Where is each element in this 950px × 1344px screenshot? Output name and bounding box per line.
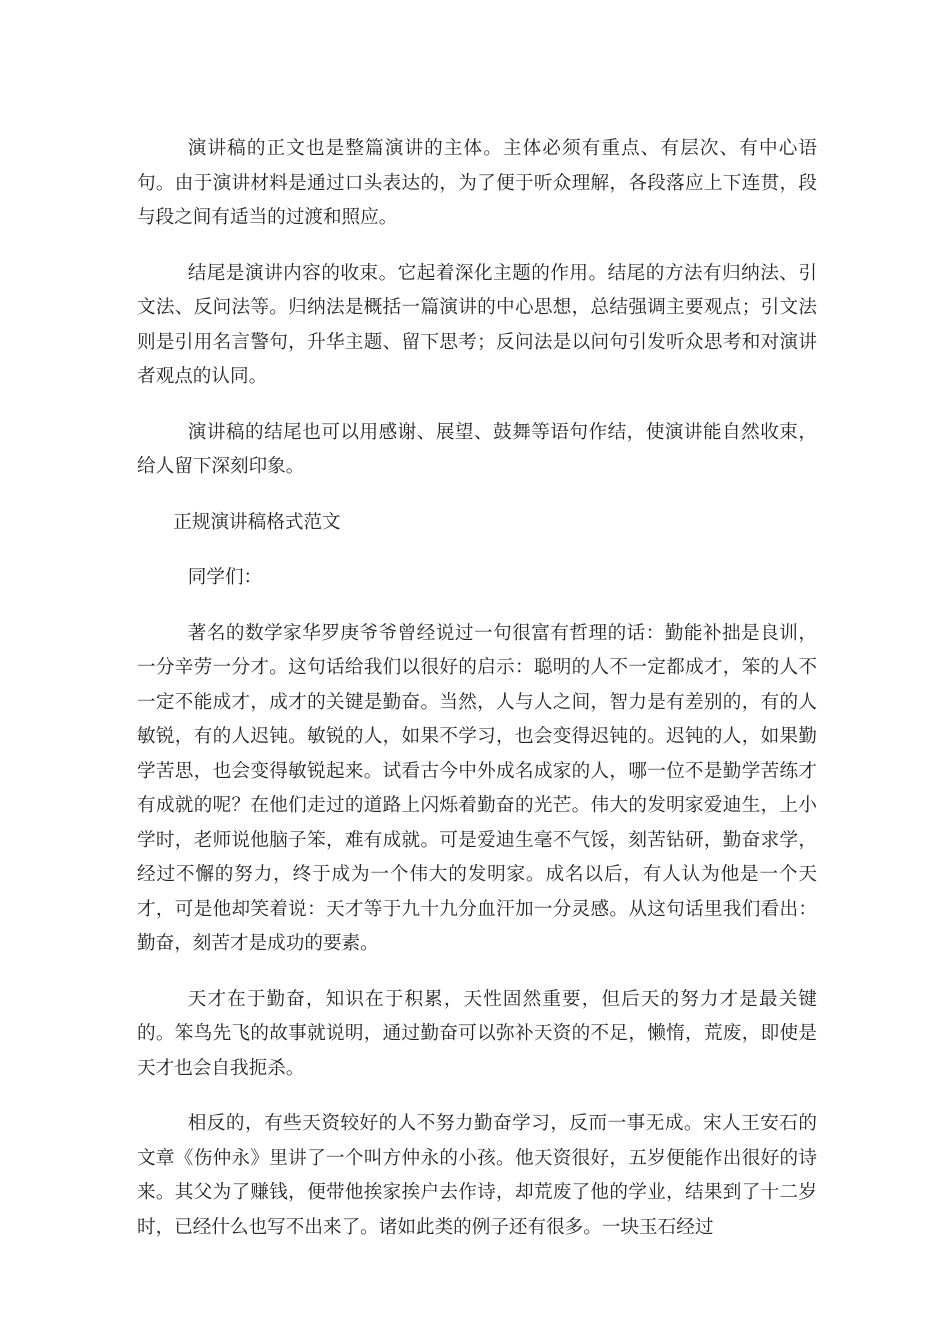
salutation: 同学们： [187,567,263,588]
body-paragraph: 著名的数学家华罗庚爷爷曾经说过一句很富有哲理的话：勤能补拙是良训，一分辛劳一分才。这句话给我们以很好的启示：聪明的人不一定都成才，笨的人不一定不能成才，成才的关键是勤奋。当然，人与人之间，智力是有差别的，有的人敏锐，有的人迟钝。敏锐的人，如果不学习，也会变得迟钝的。迟钝的人，如果勤学苦思，也会变得敏锐起来。试看古今中外成名成家的人，哪一位不是勤学苦练才有成就的呢？在他们走过的道路上闪烁着勤奋的光芒。伟大的发明家爱迪生，上小学时，老师说他脑子笨，难有成就。可是爱迪生毫不气馁，刻苦钻研，勤奋求学，经过不懈的努力，终于成为一个伟大的发明家。成名以后，有人认为他是一个天才，可是他却笑着说：天才等于九十九分血汗加一分灵感。从这句话里我们看出：勤奋，刻苦才是成功的要素。 [137,622,817,954]
document-body [137,132,817,1266]
section-heading: 正规演讲稿格式范文 [173,511,341,533]
body-paragraph: 天才在于勤奋，知识在于积累，天性固然重要，但后天的努力才是最关键的。笨鸟先飞的故事就说明，通过勤奋可以弥补天资的不足，懒惰，荒废，即使是天才也会自我扼杀。 [137,988,817,1079]
body-paragraph: 相反的，有些天资较好的人不努力勤奋学习，反而一事无成。宋人王安石的文章《伤仲永》里讲了一个叫方仲永的小孩。他天资很好，五岁便能作出很好的诗来。其父为了赚钱，便带他挨家挨户去作诗，却荒废了他的学业，结果到了十二岁时，已经什么也写不出来了。诸如此类的例子还有很多。一块玉石经过 [137,1113,817,1238]
body-paragraph: 演讲稿的正文也是整篇演讲的主体。主体必须有重点、有层次、有中心语句。由于演讲材料是通过口头表达的，为了便于听众理解，各段落应上下连贯，段与段之间有适当的过渡和照应。 [137,138,817,228]
body-paragraph: 结尾是演讲内容的收束。它起着深化主题的作用。结尾的方法有归纳法、引文法、反问法等。归纳法是概括一篇演讲的中心思想，总结强调主要观点；引文法则是引用名言警句，升华主题、留下思考；反问法是以问句引发听众思考和对演讲者观点的认同。 [137,262,817,387]
body-paragraph: 演讲稿的结尾也可以用感谢、展望、鼓舞等语句作结，使演讲能自然收束，给人留下深刻印象。 [137,421,817,477]
